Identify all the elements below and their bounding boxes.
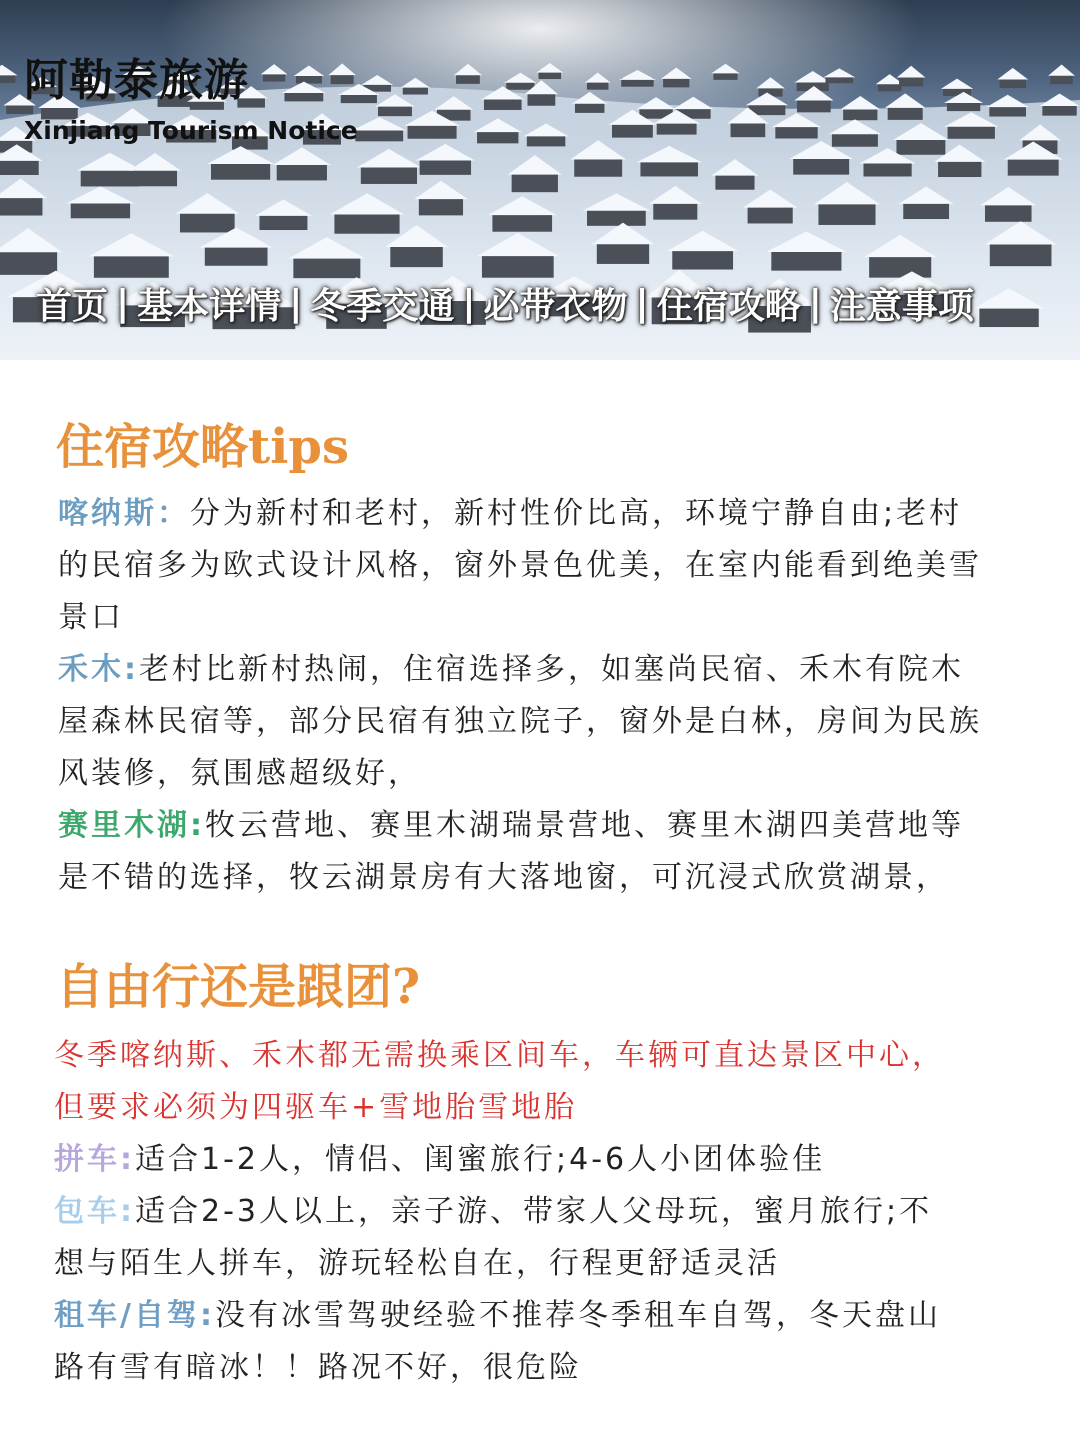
nav-item-notes[interactable]: 注意事项 <box>829 286 974 327</box>
nav-item-basic-details[interactable]: 基本详情 <box>137 286 282 327</box>
top-nav <box>36 278 974 329</box>
section-heading-travel-mode: 自由行还是跟团? <box>56 959 421 1015</box>
text-line: 景口 <box>58 600 124 635</box>
label-carpool: 拼车: <box>54 1142 135 1177</box>
nav-item-accommodation[interactable]: 住宿攻略 <box>656 286 801 327</box>
text-line: 路有雪有暗冰！！路况不好，很危险 <box>54 1350 582 1385</box>
paragraph-rental <box>54 1290 941 1394</box>
label-hemu: 禾木: <box>58 652 139 687</box>
text-line: 想与陌生人拼车，游玩轻松自在，行程更舒适灵活 <box>54 1246 780 1281</box>
label-rental: 租车/自驾: <box>54 1298 215 1333</box>
paragraph-sayram <box>58 800 964 904</box>
text-line: 牧云营地、赛里木湖瑞景营地、赛里木湖四美营地等 <box>205 808 964 843</box>
nav-separator: | <box>116 283 130 324</box>
text-line: 屋森林民宿等，部分民宿有独立院子，窗外是白林，房间为民族 <box>58 704 982 739</box>
notice-paragraph <box>54 1030 945 1134</box>
label-kanas: 喀纳斯： <box>58 496 190 531</box>
nav-separator: | <box>808 283 822 324</box>
text-line: 是不错的选择，牧云湖景房有大落地窗，可沉浸式欣赏湖景， <box>58 860 949 895</box>
text-line: 适合1-2人，情侣、闺蜜旅行;4-6人小团体验佳 <box>135 1142 826 1177</box>
text-line: 分为新村和老村，新村性价比高，环境宁静自由;老村 <box>190 496 963 531</box>
label-charter: 包车: <box>54 1194 135 1229</box>
paragraph-carpool <box>54 1134 825 1186</box>
nav-separator: | <box>635 283 649 324</box>
hero-banner <box>0 0 1080 360</box>
hero-title: 阿勒泰旅游 <box>24 55 249 106</box>
label-sayram: 赛里木湖: <box>58 808 205 843</box>
nav-separator: | <box>289 283 303 324</box>
notice-line: 但要求必须为四驱车+雪地胎雪地胎 <box>54 1090 578 1125</box>
paragraph-kanas <box>58 488 982 644</box>
paragraph-charter <box>54 1186 932 1290</box>
nav-item-home[interactable]: 首页 <box>36 286 109 327</box>
nav-item-winter-transport[interactable]: 冬季交通 <box>310 286 455 327</box>
notice-line: 冬季喀纳斯、禾木都无需换乘区间车，车辆可直达景区中心， <box>54 1038 945 1073</box>
hero-subtitle: Xinjiang Tourism Notice <box>24 116 358 145</box>
text-line: 没有冰雪驾驶经验不推荐冬季租车自驾，冬天盘山 <box>214 1298 941 1333</box>
text-line: 的民宿多为欧式设计风格，窗外景色优美，在室内能看到绝美雪 <box>58 548 982 583</box>
text-line: 老村比新村热闹，住宿选择多，如塞尚民宿、禾木有院木 <box>139 652 964 687</box>
nav-item-clothing[interactable]: 必带衣物 <box>483 286 628 327</box>
text-line: 风装修，氛围感超级好， <box>58 756 421 791</box>
paragraph-hemu <box>58 644 982 800</box>
nav-separator: | <box>462 283 476 324</box>
text-line: 适合2-3人以上，亲子游、带家人父母玩，蜜月旅行;不 <box>135 1194 933 1229</box>
section-heading-accommodation: 住宿攻略tips <box>56 419 349 475</box>
